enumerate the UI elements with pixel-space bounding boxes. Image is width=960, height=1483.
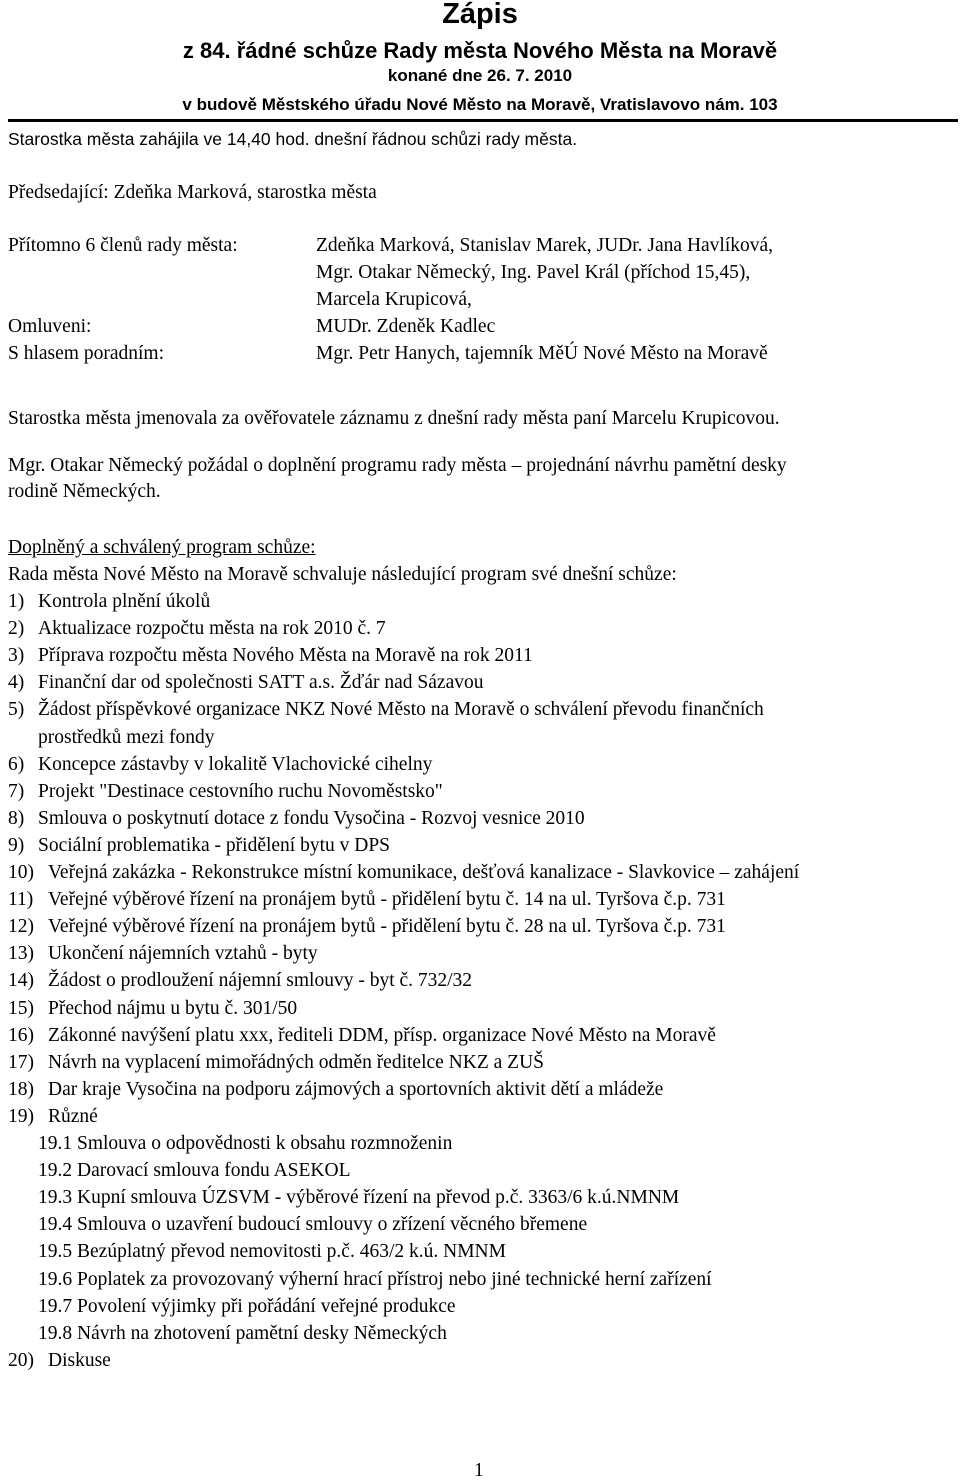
request-text: Mgr. Otakar Německý požádal o doplnění programu rady města – projednání návrhu pamětní desky bbox=[8, 455, 787, 476]
program-intro: Rada města Nové Město na Moravě schvaluje následující program své dnešní schůze: bbox=[8, 564, 677, 585]
program-item-text: Žádost o prodloužení nájemní smlouvy - byt č. 732/32 bbox=[48, 970, 473, 991]
program-subitem-text: 19.1 Smlouva o odpovědnosti k obsahu rozmnoženin bbox=[38, 1133, 453, 1154]
program-item-number: 16) bbox=[8, 1025, 34, 1046]
program-item-number: 6) bbox=[8, 754, 25, 775]
program-item-text: Veřejné výběrové řízení na pronájem bytů - přidělení bytu č. 28 na ul. Tyršova č.p. 731 bbox=[48, 916, 726, 937]
chair-text: Předsedající: Zdeňka Marková, starostka města bbox=[8, 182, 377, 203]
program-item-text: Kontrola plnění úkolů bbox=[38, 591, 211, 612]
program-item-text: Diskuse bbox=[48, 1350, 111, 1371]
meeting-place: v budově Městského úřadu Nové Město na Moravě, Vratislavovo nám. 103 bbox=[182, 95, 778, 114]
program-item-text: Dar kraje Vysočina na podporu zájmových a sportovních aktivit dětí a mládeže bbox=[48, 1079, 664, 1100]
program-subitem-text: 19.3 Kupní smlouva ÚZSVM - výběrové řízení na převod p.č. 3363/6 k.ú.NMNM bbox=[38, 1187, 680, 1208]
program-item-number: 12) bbox=[8, 916, 34, 937]
program-subitem-text: 19.5 Bezúplatný převod nemovitosti p.č. 463/2 k.ú. NMNM bbox=[38, 1241, 506, 1262]
program-item-number: 8) bbox=[8, 808, 25, 829]
program-heading: Doplněný a schválený program schůze: bbox=[8, 537, 316, 558]
program-item-text: Příprava rozpočtu města Nového Města na Moravě na rok 2011 bbox=[38, 645, 533, 666]
program-subitem-text: 19.6 Poplatek za provozovaný výherní hrací přístroj nebo jiné technické herní zařízení bbox=[38, 1269, 712, 1290]
program-item-text: Projekt "Destinace cestovního ruchu Novoměstsko" bbox=[38, 781, 443, 802]
program-subitem-text: 19.4 Smlouva o uzavření budoucí smlouvy o zřízení věcného břemene bbox=[38, 1214, 588, 1235]
present-members-line: Marcela Krupicová, bbox=[316, 289, 472, 310]
meeting-date: konané dne 26. 7. 2010 bbox=[387, 66, 573, 85]
present-members-line: Zdeňka Marková, Stanislav Marek, JUDr. Jana Havlíková, bbox=[316, 235, 774, 256]
page-number: 1 bbox=[474, 1460, 484, 1481]
present-members-line: Mgr. Otakar Německý, Ing. Pavel Král (příchod 15,45), bbox=[316, 262, 751, 283]
program-item-text: Aktualizace rozpočtu města na rok 2010 č. 7 bbox=[38, 618, 386, 639]
meeting-subtitle: z 84. řádné schůze Rady města Nového Města na Moravě bbox=[182, 38, 778, 63]
program-item-text: Návrh na vyplacení mimořádných odměn ředitelce NKZ a ZUŠ bbox=[48, 1052, 545, 1073]
program-item-number: 17) bbox=[8, 1052, 34, 1073]
program-item-number: 15) bbox=[8, 998, 34, 1019]
program-item-text: Veřejné výběrové řízení na pronájem bytů - přidělení bytu č. 14 na ul. Tyršova č.p. 731 bbox=[48, 889, 726, 910]
program-item-number: 14) bbox=[8, 970, 34, 991]
program-item-number: 5) bbox=[8, 699, 25, 720]
program-item-number: 13) bbox=[8, 943, 34, 964]
request-text: rodině Německých. bbox=[8, 481, 161, 502]
program-item-number: 3) bbox=[8, 645, 25, 666]
program-subitem-text: 19.8 Návrh na zhotovení pamětní desky Německých bbox=[38, 1323, 447, 1344]
header-divider bbox=[8, 119, 958, 122]
opening-text: Starostka města zahájila ve 14,40 hod. dnešní řádnou schůzi rady města. bbox=[8, 129, 578, 149]
program-item-text: Veřejná zakázka - Rekonstrukce místní komunikace, dešťová kanalizace - Slavkovice – zahájení bbox=[48, 862, 800, 883]
program-item-text: Smlouva o poskytnutí dotace z fondu Vysočina - Rozvoj vesnice 2010 bbox=[38, 808, 585, 829]
program-item-text: Koncepce zástavby v lokalitě Vlachovické cihelny bbox=[38, 754, 433, 775]
document-title: Zápis bbox=[442, 0, 518, 30]
program-item-text: Různé bbox=[48, 1106, 98, 1127]
program-item-number: 4) bbox=[8, 672, 25, 693]
program-item-text: Přechod nájmu u bytu č. 301/50 bbox=[48, 998, 298, 1019]
program-item-text: Žádost příspěvkové organizace NKZ Nové Město na Moravě o schválení převodu finančních bbox=[38, 699, 764, 720]
program-item-number: 20) bbox=[8, 1350, 34, 1371]
program-item-number: 11) bbox=[8, 889, 34, 910]
program-item-number: 2) bbox=[8, 618, 25, 639]
present-label: Přítomno 6 členů rady města: bbox=[8, 235, 238, 256]
advisory-label: S hlasem poradním: bbox=[8, 343, 164, 364]
excused-members: MUDr. Zdeněk Kadlec bbox=[316, 316, 496, 337]
program-item-text: Ukončení nájemních vztahů - byty bbox=[48, 943, 318, 964]
program-item-text: Sociální problematika - přidělení bytu v DPS bbox=[38, 835, 391, 856]
program-item-number: 18) bbox=[8, 1079, 34, 1100]
program-item-number: 9) bbox=[8, 835, 25, 856]
program-subitem-text: 19.2 Darovací smlouva fondu ASEKOL bbox=[38, 1160, 351, 1181]
program-item-number: 10) bbox=[8, 862, 34, 883]
program-item-number: 19) bbox=[8, 1106, 34, 1127]
program-item-text: prostředků mezi fondy bbox=[38, 727, 215, 748]
program-subitem-text: 19.7 Povolení výjimky při pořádání veřejné produkce bbox=[38, 1296, 456, 1317]
excused-label: Omluveni: bbox=[8, 316, 92, 337]
program-item-text: Zákonné navýšení platu xxx, řediteli DDM, přísp. organizace Nové Město na Moravě bbox=[48, 1025, 716, 1046]
program-item-text: Finanční dar od společnosti SATT a.s. Žďár nad Sázavou bbox=[38, 672, 484, 693]
verifier-text: Starostka města jmenovala za ověřovatele záznamu z dnešní rady města paní Marcelu Krupicovou. bbox=[8, 408, 780, 429]
program-item-number: 1) bbox=[8, 591, 25, 612]
program-item-number: 7) bbox=[8, 781, 25, 802]
advisory-members: Mgr. Petr Hanych, tajemník MěÚ Nové Město na Moravě bbox=[316, 343, 768, 364]
